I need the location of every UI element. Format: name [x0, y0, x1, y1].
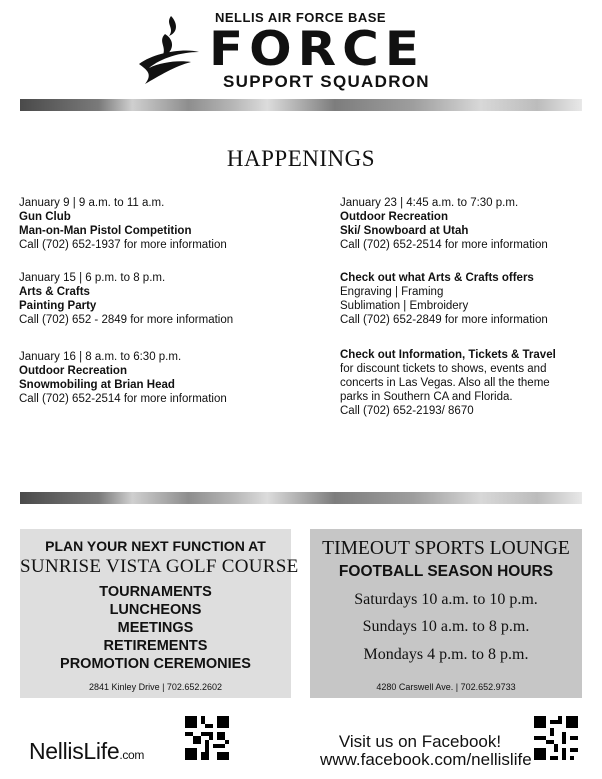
- facebook-promo[interactable]: [320, 732, 532, 769]
- promo-title: Check out Information, Tickets & Travel: [340, 349, 556, 361]
- site-name: NellisLife: [29, 738, 120, 764]
- golf-item: PROMOTION CEREMONIES: [60, 656, 251, 672]
- squadron-name: SUPPORT SQUADRON: [223, 72, 430, 91]
- event-title: Man-on-Man Pistol Competition: [19, 225, 192, 237]
- force-wordmark: FORCE: [209, 21, 426, 77]
- fss-logo: [135, 10, 445, 91]
- promo-contact: Call (702) 652-2849 for more information: [340, 314, 548, 326]
- event-title: Ski/ Snowboard at Utah: [340, 225, 469, 237]
- itt-offers: [340, 348, 556, 418]
- event-title: Painting Party: [19, 300, 97, 312]
- golf-item: LUNCHEONS: [109, 602, 202, 618]
- golf-heading: PLAN YOUR NEXT FUNCTION AT: [45, 538, 266, 554]
- promo-line: Sublimation | Embroidery: [340, 300, 469, 312]
- event-ski-utah: [340, 196, 548, 252]
- event-contact: Call (702) 652-2514 for more information: [19, 393, 227, 405]
- golf-course-name: SUNRISE VISTA GOLF COURSE: [20, 556, 299, 577]
- event-date: January 23 | 4:45 a.m. to 7:30 p.m.: [340, 197, 519, 209]
- arts-crafts-offers: [340, 271, 548, 327]
- promo-line: parks in Southern CA and Florida.: [340, 391, 513, 403]
- event-activity: Arts & Crafts: [19, 286, 90, 298]
- base-name: NELLIS AIR FORCE BASE: [215, 10, 387, 25]
- divider-bar-bottom: [20, 492, 582, 504]
- lounge-heading: FOOTBALL SEASON HOURS: [338, 563, 554, 580]
- golf-address: 2841 Kinley Drive | 702.652.2602: [89, 682, 222, 692]
- lounge-hours: Saturdays 10 a.m. to 10 p.m.: [354, 591, 538, 608]
- lounge-hours: Sundays 10 a.m. to 8 p.m.: [362, 618, 530, 635]
- promo-line: concerts in Las Vegas. Also all the theme: [340, 377, 550, 389]
- page-title: HAPPENINGS: [226, 146, 376, 171]
- divider-bar-top: [20, 99, 582, 111]
- event-gun-club: [19, 196, 227, 252]
- event-activity: Outdoor Recreation: [340, 211, 448, 223]
- event-snowmobiling: [19, 350, 227, 406]
- event-activity: Outdoor Recreation: [19, 365, 127, 377]
- facebook-url: www.facebook.com/nellislife: [320, 750, 532, 769]
- event-contact: Call (702) 652 - 2849 for more information: [19, 314, 234, 326]
- promo-line: Engraving | Framing: [340, 286, 444, 298]
- flame-swoosh-icon: [135, 14, 201, 86]
- qr-code-icon: [185, 716, 229, 760]
- site-suffix: .com: [119, 748, 145, 762]
- promo-contact: Call (702) 652-2193/ 8670: [340, 405, 474, 417]
- event-contact: Call (702) 652-1937 for more information: [19, 239, 227, 251]
- event-date: January 9 | 9 a.m. to 11 a.m.: [19, 197, 165, 209]
- lounge-address: 4280 Carswell Ave. | 702.652.9733: [376, 682, 516, 692]
- golf-item: TOURNAMENTS: [99, 584, 212, 600]
- event-contact: Call (702) 652-2514 for more information: [340, 239, 548, 251]
- event-title: Snowmobiling at Brian Head: [19, 379, 175, 391]
- event-painting-party: [19, 271, 233, 327]
- event-activity: Gun Club: [19, 211, 71, 223]
- sports-lounge-box: [310, 529, 582, 698]
- promo-title: Check out what Arts & Crafts offers: [340, 272, 534, 284]
- golf-item: MEETINGS: [117, 620, 194, 636]
- qr-code-icon: [534, 716, 578, 760]
- golf-item: RETIREMENTS: [103, 638, 208, 654]
- promo-line: for discount tickets to shows, events and: [340, 363, 547, 375]
- lounge-name: TIMEOUT SPORTS LOUNGE: [322, 538, 570, 559]
- golf-course-box: [20, 529, 299, 698]
- event-date: January 16 | 8 a.m. to 6:30 p.m.: [19, 351, 182, 363]
- lounge-hours: Mondays 4 p.m. to 8 p.m.: [363, 646, 529, 663]
- event-date: January 15 | 6 p.m. to 8 p.m.: [19, 272, 166, 284]
- website-link[interactable]: [29, 738, 144, 765]
- facebook-heading: Visit us on Facebook!: [338, 732, 502, 751]
